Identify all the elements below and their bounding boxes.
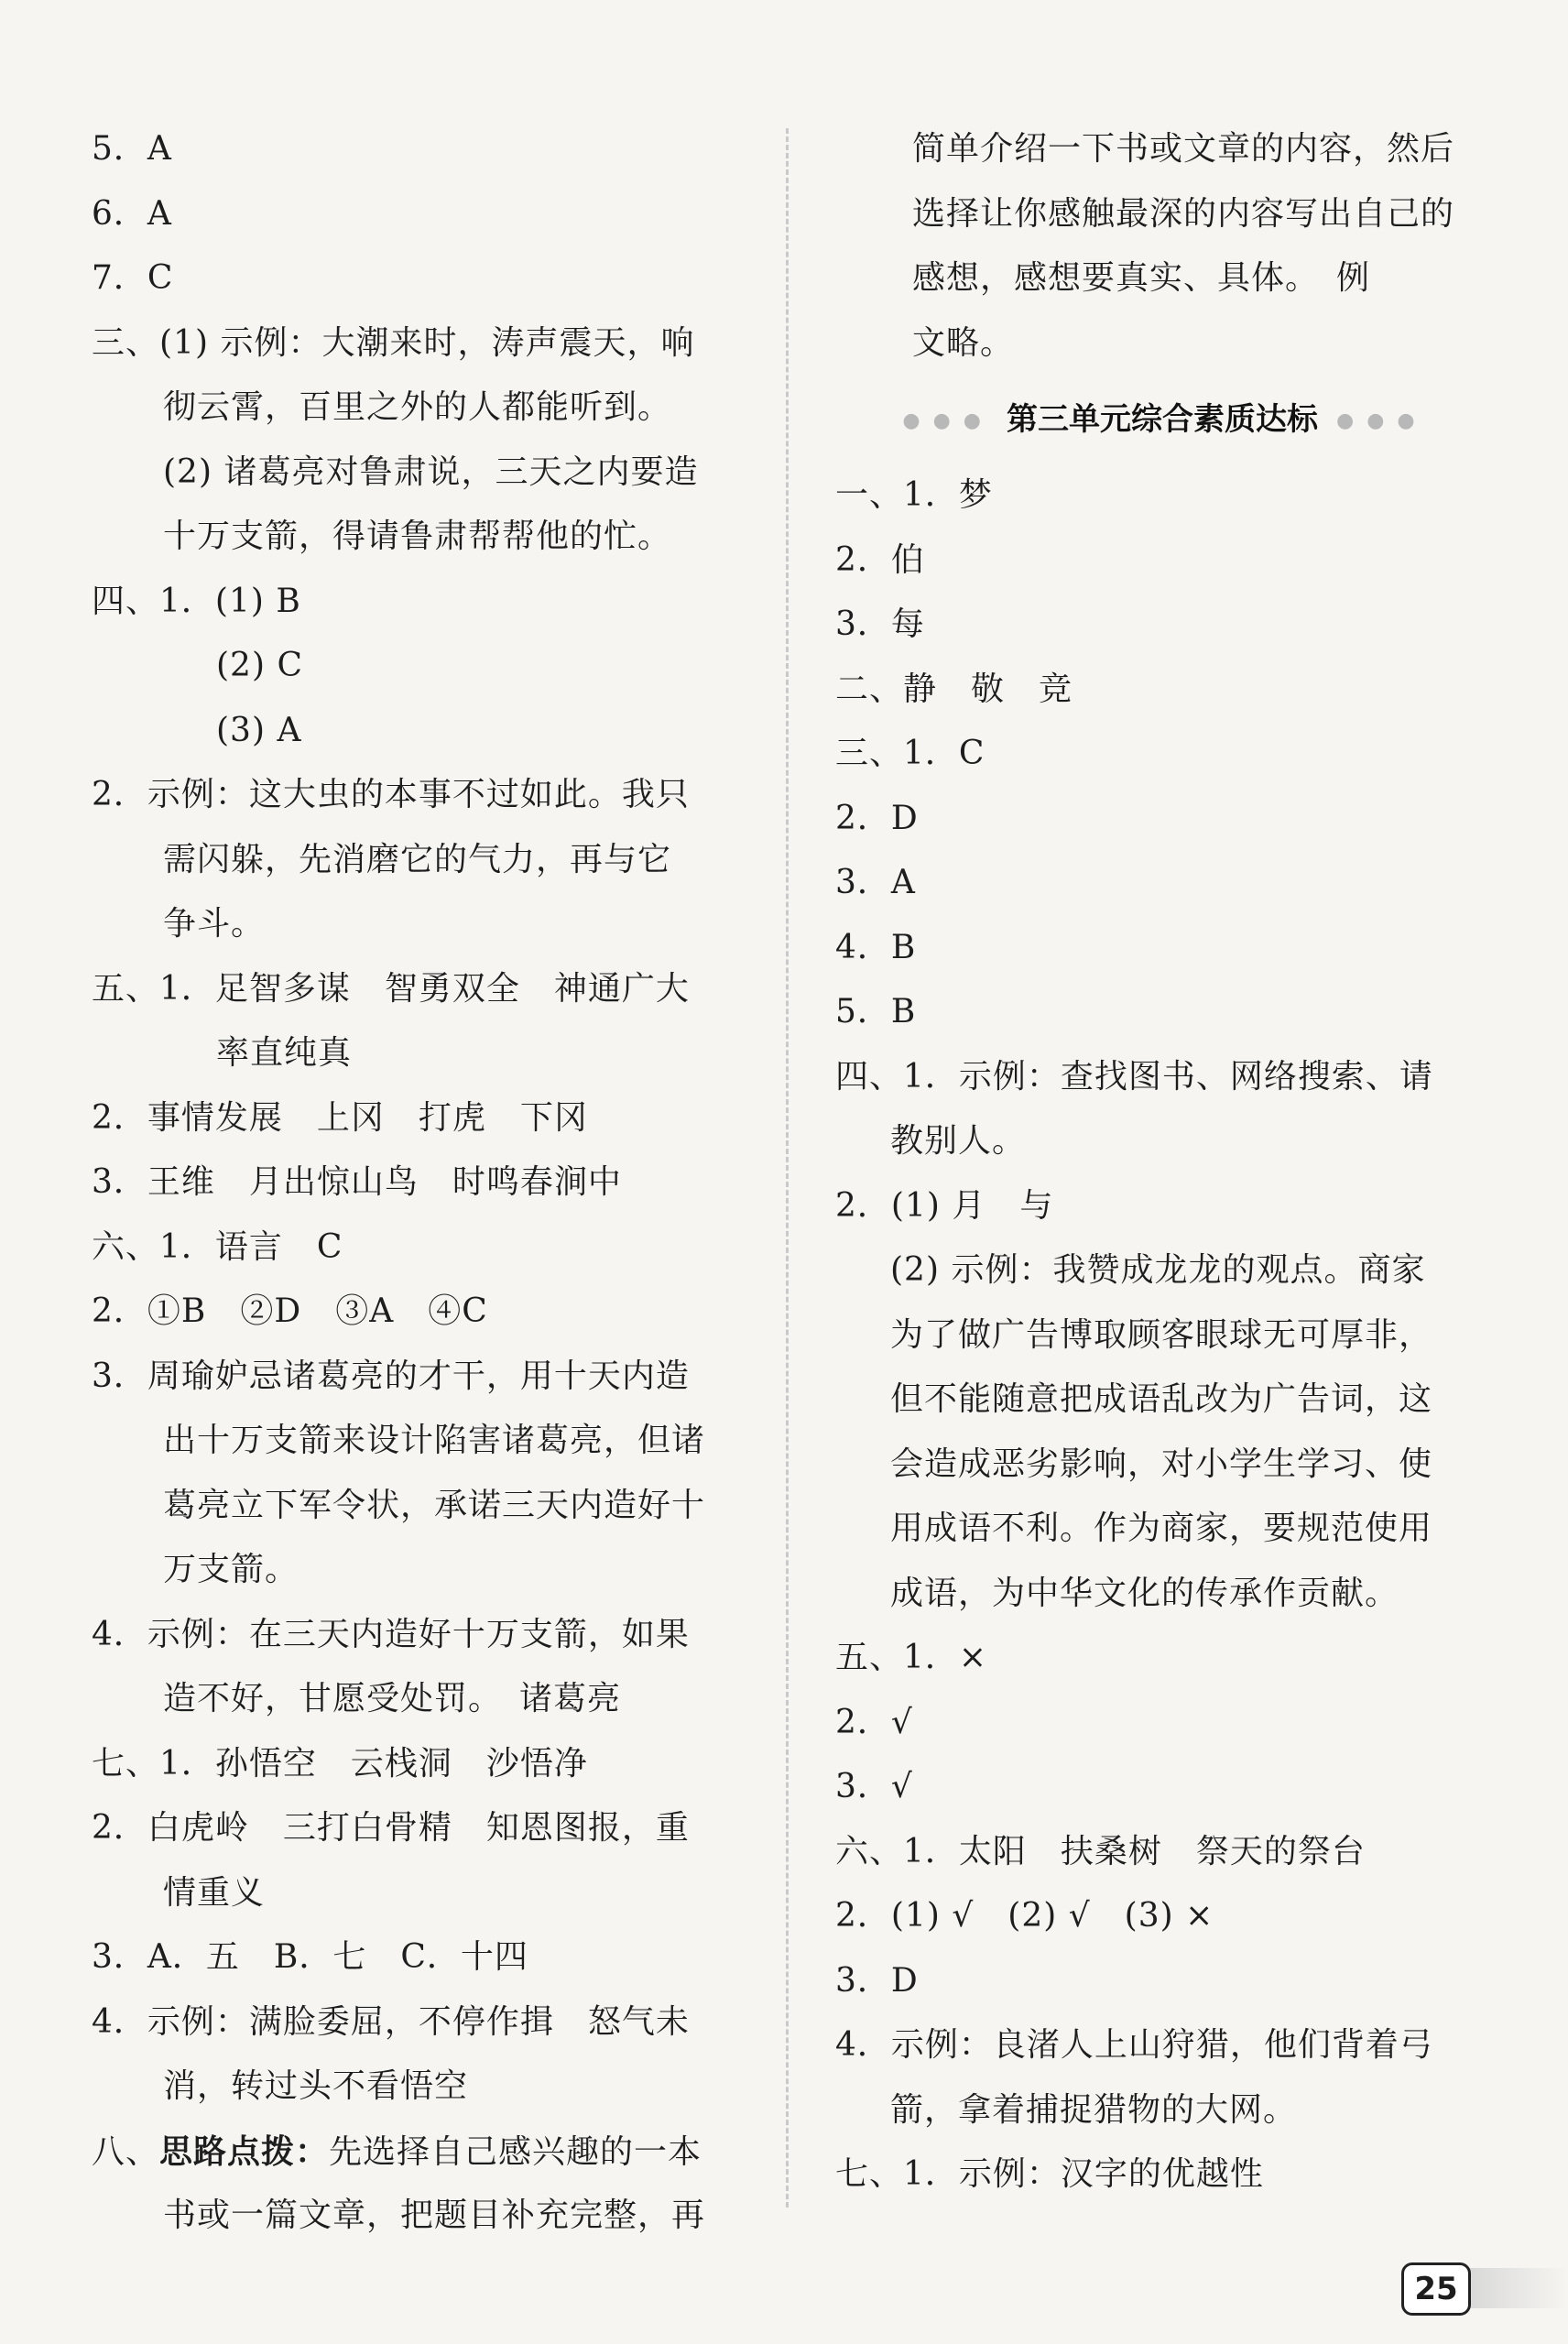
- answer-line: 万支箭。: [163, 1551, 299, 1588]
- answer-line: 彻云霄，百里之外的人都能听到。: [163, 388, 672, 426]
- answer-line: 2．①B ②D ③A ④C: [92, 1292, 488, 1330]
- answer-line: 四、1．(1) B: [92, 582, 301, 620]
- left-column: [92, 117, 751, 2249]
- answer-line: 4．B: [835, 928, 917, 966]
- answer-line: 六、1．语言 C: [92, 1227, 343, 1266]
- answer-line: 情重义: [163, 1873, 266, 1912]
- item-number: 八、: [92, 2132, 160, 2171]
- answer-line: 6．A: [92, 194, 172, 233]
- answer-line: 二、静 敬 竞: [835, 670, 1073, 708]
- answer-line: 造不好，甘愿受处罚。 诸葛亮: [163, 1680, 622, 1717]
- answer-line: (3) A: [216, 711, 302, 749]
- answer-line: 3．每: [835, 605, 925, 643]
- answer-line: 会造成恶劣影响，对小学生学习、使: [890, 1445, 1433, 1483]
- answer-line: 消，转过头不看悟空: [163, 2067, 469, 2105]
- section-heading: [835, 376, 1495, 463]
- answer-line: [92, 2120, 751, 2185]
- answer-line: 3．王维 月出惊山鸟 时鸣春涧中: [92, 1163, 622, 1201]
- answer-line: 2．√: [835, 1703, 913, 1741]
- hint-text: 先选择自己感兴趣的一本: [329, 2132, 702, 2171]
- answer-line: 书或一篇文章，把题目补充完整，再: [163, 2197, 706, 2234]
- answer-line: 五、1．×: [835, 1639, 988, 1676]
- heading-dots-right: ●●●: [1336, 409, 1428, 432]
- answer-line: 感想，感想要真实、具体。 例: [912, 259, 1371, 297]
- page-tab: [1465, 2268, 1568, 2308]
- answer-line: 文略。: [912, 323, 1015, 362]
- answer-line: 4．示例：在三天内造好十万支箭，如果: [92, 1615, 690, 1653]
- answer-line: 选择让你感触最深的内容写出自己的: [912, 194, 1455, 233]
- column-divider: [786, 128, 789, 2208]
- answer-line: 用成语不利。作为商家，要规范使用: [890, 1510, 1433, 1547]
- answer-line: 3．A．五 B．七 C．十四: [92, 1938, 528, 1976]
- answer-line: 率直纯真: [216, 1034, 353, 1072]
- answer-line: 三、(1) 示例：大潮来时，涛声震天，响: [92, 323, 695, 362]
- answer-line: (2) C: [216, 647, 303, 684]
- answer-line: 2．伯: [835, 540, 925, 579]
- section-title: 第三单元综合素质达标: [1007, 401, 1318, 438]
- answer-line: 简单介绍一下书或文章的内容，然后: [912, 130, 1455, 168]
- answer-line: 箭，拿着捕捉猎物的大网。: [890, 2090, 1298, 2129]
- answer-line: 2．事情发展 上冈 打虎 下冈: [92, 1098, 588, 1137]
- answer-line: 2．示例：这大虫的本事不过如此。我只: [92, 776, 690, 813]
- answer-line: 七、1．孙悟空 云栈洞 沙悟净: [92, 1744, 588, 1783]
- answer-line: 但不能随意把成语乱改为广告词，这: [890, 1380, 1433, 1418]
- page-number: 25: [1401, 2262, 1471, 2316]
- answer-line: 成语，为中华文化的传承作贡献。: [890, 1574, 1399, 1612]
- answer-line: 争斗。: [163, 905, 266, 943]
- hint-label: 思路点拨：: [159, 2131, 330, 2171]
- answer-line: 5．A: [92, 130, 172, 168]
- answer-line: 三、1．C: [835, 735, 985, 772]
- answer-line: 六、1．太阳 扶桑树 祭天的祭台: [835, 1832, 1366, 1870]
- answer-line: 十万支箭，得请鲁肃帮帮他的忙。: [163, 518, 672, 555]
- answer-line: 七、1．示例：汉字的优越性: [835, 2155, 1264, 2193]
- answer-line: 7．C: [92, 259, 174, 297]
- answer-line: 3．周瑜妒忌诸葛亮的才干，用十天内造: [92, 1357, 690, 1395]
- answer-line: 2．(1) √ (2) √ (3) ×: [835, 1897, 1214, 1935]
- answer-line: 一、1．梦: [835, 476, 993, 514]
- answer-line: 出十万支箭来设计陷害诸葛亮，但诸: [163, 1422, 706, 1459]
- answer-line: 3．√: [835, 1768, 913, 1805]
- answer-line: 3．A: [835, 864, 916, 901]
- answer-line: 2．白虎岭 三打白骨精 知恩图报，重: [92, 1809, 690, 1847]
- answer-line: 葛亮立下军令状，承诺三天内造好十: [163, 1486, 706, 1524]
- right-answers: [835, 463, 1495, 2208]
- answer-line: 3．D: [835, 1961, 919, 2000]
- answer-line: 为了做广告博取顾客眼球无可厚非，: [890, 1315, 1433, 1354]
- answer-line: 2．(1) 月 与: [835, 1186, 1054, 1225]
- answer-line: 4．示例：良渚人上山狩猎，他们背着弓: [835, 2026, 1433, 2064]
- answer-line: 5．B: [835, 993, 917, 1030]
- right-continuation: [835, 117, 1495, 376]
- answer-line: 需闪躲，先消磨它的气力，再与它: [163, 840, 672, 878]
- answer-line: 五、1．足智多谋 智勇双全 神通广大: [92, 969, 690, 1008]
- answer-line: 2．D: [835, 799, 919, 837]
- answer-line: (2) 示例：我赞成龙龙的观点。商家: [890, 1251, 1426, 1289]
- answer-line: 教别人。: [890, 1122, 1027, 1160]
- answer-line: 4．示例：满脸委屈，不停作揖 怒气未: [92, 2002, 690, 2041]
- answer-line: 四、1．示例：查找图书、网络搜索、请: [835, 1057, 1433, 1096]
- heading-dots-left: ●●●: [902, 409, 994, 432]
- answer-line: (2) 诸葛亮对鲁肃说，三天之内要造: [163, 452, 699, 491]
- right-column: [835, 117, 1495, 2208]
